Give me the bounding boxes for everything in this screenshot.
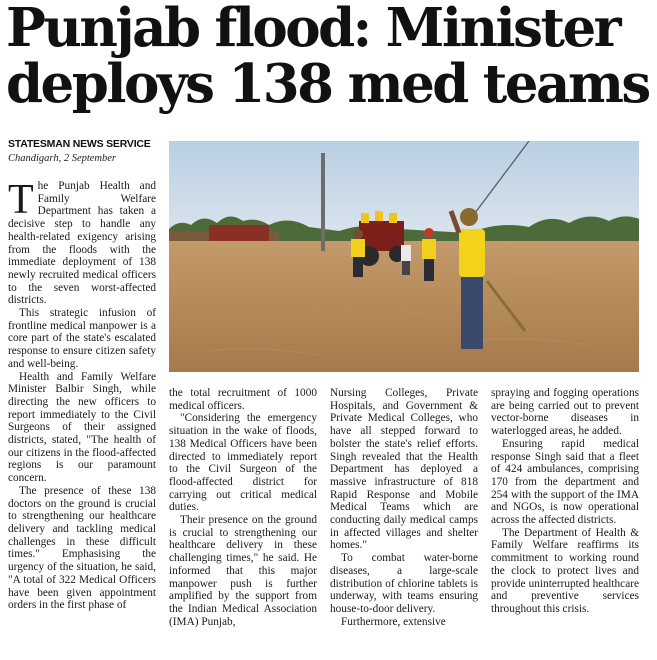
drop-cap: T (8, 180, 34, 223)
article-paragraph: Health and Family Welfare Minister Balbir Singh, while directing the new officers to report immediately to the Civil Surgeons of their assigned districts, stated, "The health of our citizens in the flood-affected regions is our paramount concern. (8, 370, 156, 485)
article-paragraph: Ensuring rapid medical response Singh said that a fleet of 424 ambulances, comprising 170 from the department and 254 with the support of the IMA and NGOs, is now operational across the affected districts. (491, 437, 639, 527)
article-paragraph: spraying and fogging operations are being carried out to prevent vector-borne diseases in waterlogged areas, he added. (491, 387, 639, 438)
article-paragraph (8, 180, 156, 307)
article-paragraph: the total recruitment of 1000 medical officers. (169, 387, 317, 412)
flood-rescue-photo (169, 141, 639, 372)
byline: STATESMAN NEWS SERVICE (8, 138, 151, 150)
article-column-3 (330, 387, 478, 659)
paragraph-text: he Punjab Health and Family Welfare Department has taken a decisive step to handle any health-related exigency arising from the floods with the immediate deployment of 138 newly recruited medical officers to the seven worst-affected districts. (8, 180, 156, 307)
article-paragraph: To combat water-borne diseases, a large-scale distribution of chlorine tablets is underway, with teams ensuring house-to-door delivery. (330, 552, 478, 615)
article-column-4 (491, 387, 639, 659)
article-column-1 (8, 180, 156, 658)
article-paragraph: The presence of these 138 doctors on the ground is crucial to strengthening our healthcare delivery and tackling medical challenges in these difficult times." Emphasising the urgency of the situation, he said, "A total of 322 Medical Officers have been given appointment orders in the first phase of (8, 484, 156, 612)
article-paragraph: This strategic infusion of frontline medical manpower is a core part of the state's escalated response to ensure citizen safety and well-being. (8, 307, 156, 370)
article-paragraph: Nursing Colleges, Private Hospitals, and Government & Private Medical Colleges, who have all stepped forward to bolster the state's relief efforts. Singh revealed that the Health Department has deployed a massive infrastructure of 818 Rapid Response and Mobile Medical Teams which are conducting daily medical camps in affected villages and shelter homes." (330, 387, 478, 552)
article-paragraph: Furthermore, extensive (341, 615, 446, 628)
article-paragraph: "Considering the emergency situation in the wake of floods, 138 Medical Officers have been directed to immediately report to the Civil Surgeon of the flood-affected district for carrying out critical medical duties. (169, 412, 317, 514)
article-column-2 (169, 387, 317, 659)
headline: Punjab flood: Minister deploys 138 med teams (6, 0, 649, 115)
article-paragraph: The Department of Health & Family Welfare reaffirms its commitment to working round the clock to protect lives and provide uninterrupted healthcare and preventive services throughout this crisis. (491, 526, 639, 615)
article-paragraph: Their presence on the ground is crucial to strengthening our healthcare delivery in these challenging times," he said. He informed that this major manpower push is further amplified by the support from the Indian Medical Association (IMA) Punjab, (169, 514, 317, 628)
dateline: Chandigarh, 2 September (8, 153, 117, 164)
